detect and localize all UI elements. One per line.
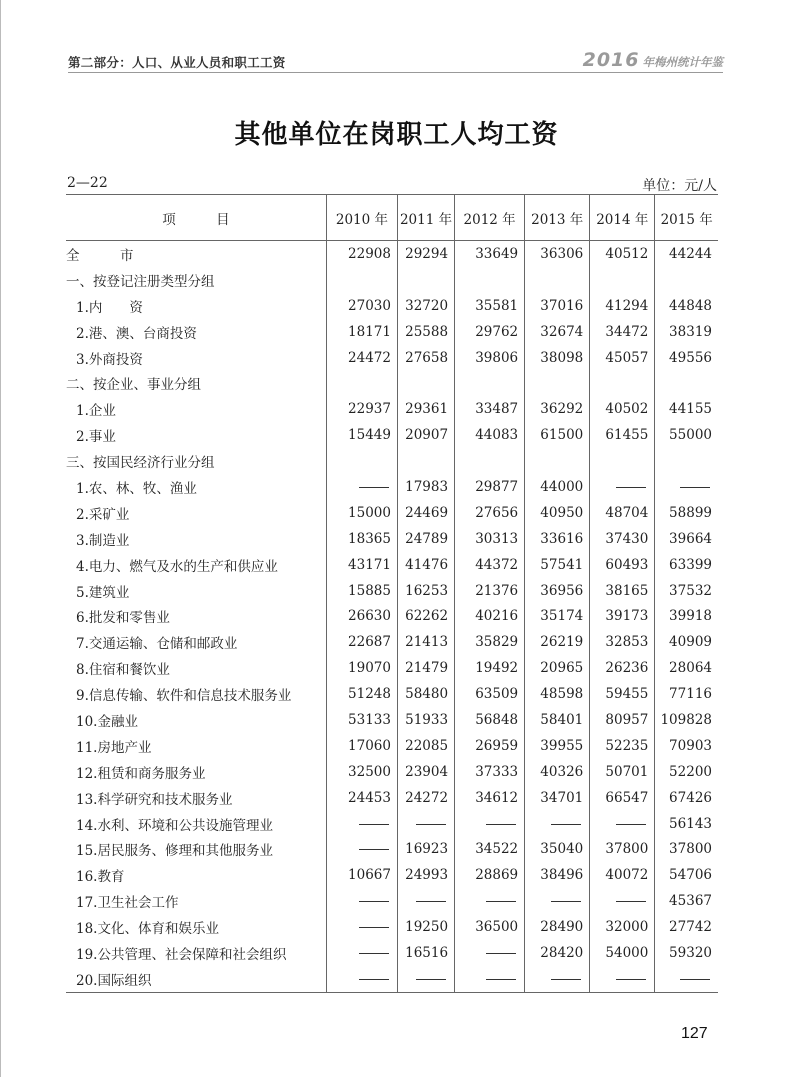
table-row	[66, 836, 718, 862]
cell-value: 35174	[525, 603, 590, 629]
yearbook-name: 年梅州统计年鉴	[642, 55, 723, 69]
row-label: 5.建筑业	[76, 584, 130, 601]
column-header-item: 项 目	[66, 195, 326, 241]
cell-value: 24789	[397, 526, 454, 552]
cell-value: 70903	[655, 733, 718, 759]
cell-value: 58401	[525, 707, 590, 733]
dash-mark	[616, 487, 646, 488]
column-header-year: 2015 年	[655, 195, 718, 241]
table-row	[66, 241, 718, 267]
cell-value: 34701	[525, 785, 590, 811]
table-row	[66, 293, 718, 319]
cell-no-data	[590, 811, 655, 837]
cell-no-data	[326, 914, 397, 940]
cell-value: 22908	[326, 241, 397, 267]
row-label: 9.信息传输、软件和信息技术服务业	[76, 688, 292, 705]
row-label: 全 市	[66, 247, 134, 264]
cell-value: 40326	[525, 759, 590, 785]
cell-value: 44848	[655, 293, 718, 319]
cell-value: 41476	[397, 552, 454, 578]
cell-value: 38165	[590, 578, 655, 604]
cell-value: 24453	[326, 785, 397, 811]
dash-mark	[616, 901, 646, 902]
table-row	[66, 759, 718, 785]
cell-value	[590, 370, 655, 396]
cell-value: 56143	[655, 811, 718, 837]
cell-value: 63399	[655, 552, 718, 578]
cell-value: 44155	[655, 396, 718, 422]
dash-mark	[416, 901, 446, 902]
running-header-section: 第二部分：人口、从业人员和职工工资	[68, 55, 286, 70]
dash-mark	[416, 979, 446, 980]
cell-no-data	[525, 811, 590, 837]
table-row	[66, 811, 718, 837]
cell-value: 61455	[590, 422, 655, 448]
cell-value: 57541	[525, 552, 590, 578]
row-label: 18.文化、体育和娱乐业	[76, 921, 219, 938]
dash-mark	[359, 979, 389, 980]
cell-value: 61500	[525, 422, 590, 448]
cell-value: 22085	[397, 733, 454, 759]
cell-value	[326, 370, 397, 396]
row-label: 19.公共管理、社会保障和社会组织	[76, 946, 287, 963]
column-header-year: 2013 年	[525, 195, 590, 241]
cell-value: 24472	[326, 345, 397, 371]
cell-value: 26236	[590, 655, 655, 681]
table-row	[66, 448, 718, 474]
cell-value	[525, 448, 590, 474]
table-row	[66, 966, 718, 992]
cell-value: 45367	[655, 888, 718, 914]
cell-value	[590, 448, 655, 474]
table-row	[66, 603, 718, 629]
table-row	[66, 578, 718, 604]
cell-value: 29361	[397, 396, 454, 422]
cell-value: 44372	[455, 552, 525, 578]
cell-value	[326, 448, 397, 474]
cell-no-data	[326, 940, 397, 966]
cell-no-data	[455, 811, 525, 837]
row-label: 6.批发和零售业	[76, 610, 170, 627]
dash-mark	[680, 487, 710, 488]
cell-no-data	[655, 474, 718, 500]
cell-value: 51248	[326, 681, 397, 707]
cell-no-data	[326, 811, 397, 837]
cell-value: 24272	[397, 785, 454, 811]
cell-value: 36306	[525, 241, 590, 267]
row-label: 一、按登记注册类型分组	[66, 273, 215, 290]
dash-mark	[551, 824, 581, 825]
table-row	[66, 914, 718, 940]
dash-mark	[359, 953, 389, 954]
cell-value	[397, 267, 454, 293]
cell-value: 37800	[590, 836, 655, 862]
cell-value	[397, 448, 454, 474]
cell-value: 34472	[590, 319, 655, 345]
cell-no-data	[326, 836, 397, 862]
cell-value: 58899	[655, 500, 718, 526]
table-row	[66, 629, 718, 655]
page-number: 127	[681, 1025, 708, 1042]
cell-no-data	[655, 966, 718, 992]
cell-value: 52235	[590, 733, 655, 759]
cell-value: 27742	[655, 914, 718, 940]
cell-value: 35040	[525, 836, 590, 862]
cell-value: 48704	[590, 500, 655, 526]
cell-value: 28490	[525, 914, 590, 940]
cell-value: 15449	[326, 422, 397, 448]
dash-mark	[359, 849, 389, 850]
cell-value: 44244	[655, 241, 718, 267]
cell-value	[655, 267, 718, 293]
dash-mark	[486, 953, 516, 954]
cell-value: 17983	[397, 474, 454, 500]
dash-mark	[680, 979, 710, 980]
table-row	[66, 500, 718, 526]
row-label: 2.事业	[76, 429, 116, 446]
cell-value: 38098	[525, 345, 590, 371]
cell-value: 29877	[455, 474, 525, 500]
cell-value: 16253	[397, 578, 454, 604]
row-label: 12.租赁和商务服务业	[76, 765, 206, 782]
cell-value: 34522	[455, 836, 525, 862]
table-row	[66, 474, 718, 500]
cell-value: 38496	[525, 862, 590, 888]
cell-value: 15000	[326, 500, 397, 526]
cell-value: 40072	[590, 862, 655, 888]
cell-value: 77116	[655, 681, 718, 707]
dash-mark	[616, 979, 646, 980]
cell-value: 39918	[655, 603, 718, 629]
cell-value: 22687	[326, 629, 397, 655]
table-row	[66, 785, 718, 811]
row-label: 7.交通运输、仓储和邮政业	[76, 636, 238, 653]
dash-mark	[359, 901, 389, 902]
cell-value: 28420	[525, 940, 590, 966]
dash-mark	[359, 824, 389, 825]
row-label: 13.科学研究和技术服务业	[76, 791, 233, 808]
cell-no-data	[397, 811, 454, 837]
table-row	[66, 396, 718, 422]
row-label: 3.外商投资	[76, 351, 143, 368]
cell-value: 27656	[455, 500, 525, 526]
column-header-year: 2010 年	[326, 195, 397, 241]
cell-value: 25588	[397, 319, 454, 345]
cell-value: 41294	[590, 293, 655, 319]
row-label: 17.卫生社会工作	[76, 895, 179, 912]
table-row	[66, 681, 718, 707]
cell-no-data	[326, 966, 397, 992]
cell-value: 60493	[590, 552, 655, 578]
cell-value	[397, 370, 454, 396]
cell-value: 24469	[397, 500, 454, 526]
row-label: 20.国际组织	[66, 966, 326, 992]
cell-value: 24993	[397, 862, 454, 888]
cell-value: 62262	[397, 603, 454, 629]
cell-value	[326, 267, 397, 293]
table-header-row	[66, 195, 718, 241]
cell-no-data	[326, 474, 397, 500]
page-edge	[0, 0, 1, 1077]
cell-value: 40909	[655, 629, 718, 655]
cell-no-data	[326, 888, 397, 914]
row-label: 1.农、林、牧、渔业	[76, 480, 197, 497]
wage-table	[66, 194, 718, 993]
column-header-year: 2012 年	[455, 195, 525, 241]
cell-value: 21376	[455, 578, 525, 604]
cell-value: 59320	[655, 940, 718, 966]
cell-value: 10667	[326, 862, 397, 888]
table-row	[66, 940, 718, 966]
table-row	[66, 319, 718, 345]
cell-value: 37430	[590, 526, 655, 552]
table-row	[66, 422, 718, 448]
cell-value: 66547	[590, 785, 655, 811]
cell-value: 26219	[525, 629, 590, 655]
cell-value	[655, 448, 718, 474]
cell-value	[455, 370, 525, 396]
cell-value: 37333	[455, 759, 525, 785]
cell-value: 32853	[590, 629, 655, 655]
cell-value: 36956	[525, 578, 590, 604]
table-row	[66, 888, 718, 914]
row-label: 2.港、澳、台商投资	[76, 325, 197, 342]
running-header-yearbook	[583, 49, 723, 71]
cell-value: 21413	[397, 629, 454, 655]
cell-value: 38319	[655, 319, 718, 345]
cell-value: 54706	[655, 862, 718, 888]
row-label: 1.内 资	[76, 299, 143, 316]
cell-no-data	[455, 888, 525, 914]
cell-value: 33487	[455, 396, 525, 422]
dash-mark	[486, 979, 516, 980]
dash-mark	[486, 901, 516, 902]
cell-value: 27658	[397, 345, 454, 371]
cell-no-data	[397, 888, 454, 914]
table-number: 2—22	[67, 175, 108, 191]
table-body	[66, 241, 718, 993]
cell-value: 56848	[455, 707, 525, 733]
cell-value	[455, 267, 525, 293]
cell-value: 18171	[326, 319, 397, 345]
cell-value: 36500	[455, 914, 525, 940]
cell-value: 16516	[397, 940, 454, 966]
row-label: 10.金融业	[76, 713, 138, 730]
cell-value: 29294	[397, 241, 454, 267]
cell-value: 109828	[655, 707, 718, 733]
cell-value: 32000	[590, 914, 655, 940]
cell-no-data	[397, 966, 454, 992]
dash-mark	[359, 927, 389, 928]
cell-value	[525, 370, 590, 396]
cell-value: 33616	[525, 526, 590, 552]
dash-mark	[551, 979, 581, 980]
cell-value: 50701	[590, 759, 655, 785]
cell-no-data	[525, 966, 590, 992]
cell-value: 21479	[397, 655, 454, 681]
header-divider	[68, 72, 723, 73]
yearbook-year: 2016	[582, 49, 640, 71]
cell-value: 40950	[525, 500, 590, 526]
column-header-year: 2014 年	[590, 195, 655, 241]
cell-value: 32674	[525, 319, 590, 345]
table-row	[66, 655, 718, 681]
row-label: 8.住宿和餐饮业	[76, 662, 170, 679]
cell-value: 39955	[525, 733, 590, 759]
cell-value: 27030	[326, 293, 397, 319]
cell-value: 18365	[326, 526, 397, 552]
cell-value: 19250	[397, 914, 454, 940]
cell-value: 32720	[397, 293, 454, 319]
table-row	[66, 267, 718, 293]
cell-value: 26630	[326, 603, 397, 629]
cell-value: 35829	[455, 629, 525, 655]
cell-value: 29762	[455, 319, 525, 345]
cell-value	[655, 370, 718, 396]
page-title: 其他单位在岗职工人均工资	[234, 120, 559, 150]
cell-value: 39664	[655, 526, 718, 552]
cell-no-data	[525, 888, 590, 914]
cell-value: 58480	[397, 681, 454, 707]
cell-no-data	[590, 888, 655, 914]
cell-value	[455, 448, 525, 474]
cell-value: 17060	[326, 733, 397, 759]
dash-mark	[416, 824, 446, 825]
cell-value: 34612	[455, 785, 525, 811]
cell-value: 33649	[455, 241, 525, 267]
cell-value	[590, 267, 655, 293]
cell-value: 39806	[455, 345, 525, 371]
dash-mark	[359, 487, 389, 488]
cell-value: 53133	[326, 707, 397, 733]
cell-value: 55000	[655, 422, 718, 448]
cell-value: 40512	[590, 241, 655, 267]
cell-value: 28064	[655, 655, 718, 681]
table-row	[66, 370, 718, 396]
cell-value: 20907	[397, 422, 454, 448]
row-label: 4.电力、燃气及水的生产和供应业	[76, 558, 278, 575]
cell-value: 59455	[590, 681, 655, 707]
cell-no-data	[455, 940, 525, 966]
row-label: 16.教育	[76, 869, 125, 886]
cell-no-data	[590, 474, 655, 500]
table-unit: 单位：元/人	[642, 178, 717, 194]
cell-value: 51933	[397, 707, 454, 733]
dash-mark	[551, 901, 581, 902]
cell-value: 80957	[590, 707, 655, 733]
cell-value: 37532	[655, 578, 718, 604]
cell-value: 37800	[655, 836, 718, 862]
cell-value: 35581	[455, 293, 525, 319]
row-label: 二、按企业、事业分组	[66, 377, 201, 394]
cell-value: 39173	[590, 603, 655, 629]
cell-value	[525, 267, 590, 293]
cell-value: 22937	[326, 396, 397, 422]
row-label: 14.水利、环境和公共设施管理业	[76, 817, 273, 834]
cell-value: 36292	[525, 396, 590, 422]
cell-value: 15885	[326, 578, 397, 604]
cell-value: 26959	[455, 733, 525, 759]
cell-value: 16923	[397, 836, 454, 862]
cell-value: 44083	[455, 422, 525, 448]
cell-value: 19492	[455, 655, 525, 681]
cell-value: 44000	[525, 474, 590, 500]
cell-value: 63509	[455, 681, 525, 707]
table-row	[66, 552, 718, 578]
cell-value: 32500	[326, 759, 397, 785]
cell-value: 30313	[455, 526, 525, 552]
cell-value: 67426	[655, 785, 718, 811]
row-label: 3.制造业	[76, 532, 130, 549]
column-header-year: 2011 年	[397, 195, 454, 241]
row-label: 11.房地产业	[76, 739, 152, 756]
cell-value: 43171	[326, 552, 397, 578]
cell-no-data	[455, 966, 525, 992]
table-row	[66, 345, 718, 371]
table-row	[66, 707, 718, 733]
row-label: 三、按国民经济行业分组	[66, 455, 215, 472]
cell-value: 19070	[326, 655, 397, 681]
table-row	[66, 733, 718, 759]
cell-value: 48598	[525, 681, 590, 707]
cell-value: 45057	[590, 345, 655, 371]
cell-value: 28869	[455, 862, 525, 888]
cell-no-data	[590, 966, 655, 992]
cell-value: 49556	[655, 345, 718, 371]
cell-value: 54000	[590, 940, 655, 966]
cell-value: 23904	[397, 759, 454, 785]
row-label: 2.采矿业	[76, 506, 130, 523]
cell-value: 52200	[655, 759, 718, 785]
cell-value: 40216	[455, 603, 525, 629]
dash-mark	[616, 824, 646, 825]
row-label: 1.企业	[76, 403, 116, 420]
table-row	[66, 526, 718, 552]
cell-value: 40502	[590, 396, 655, 422]
table-row	[66, 862, 718, 888]
cell-value: 20965	[525, 655, 590, 681]
cell-value: 37016	[525, 293, 590, 319]
row-label: 15.居民服务、修理和其他服务业	[76, 843, 273, 860]
dash-mark	[486, 824, 516, 825]
